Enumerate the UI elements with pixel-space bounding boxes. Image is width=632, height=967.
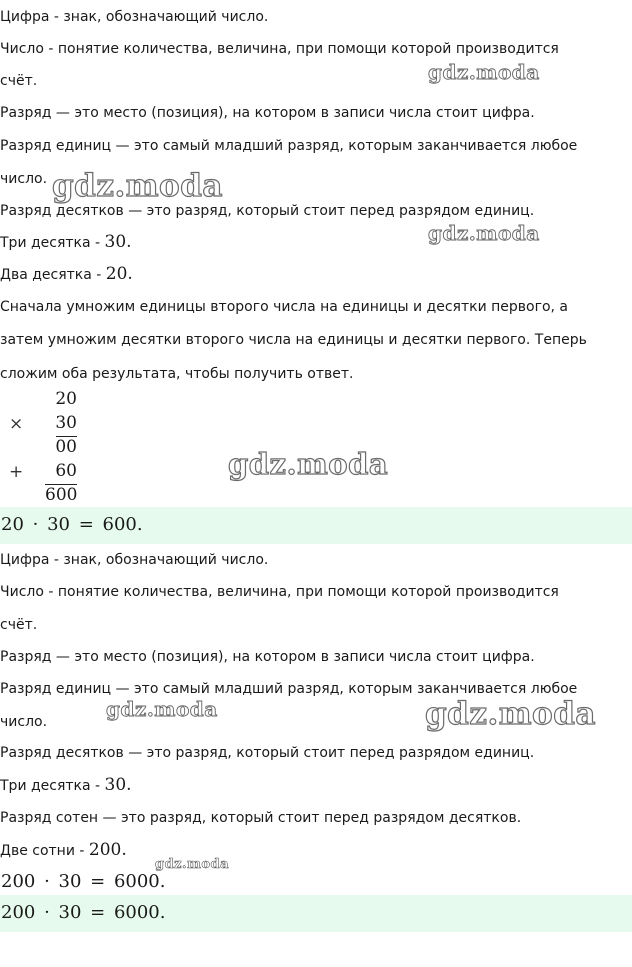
definition-number-2: Число - понятие количества, величина, при помощи которой производится — [0, 584, 559, 600]
two-tens-label: Два десятка - — [0, 267, 106, 283]
three-tens-line-2 — [0, 776, 132, 795]
times-sign: × — [9, 414, 24, 434]
definition-place: Разряд — это место (позиция), на котором в записи числа стоит цифра. — [0, 105, 535, 121]
two-hundreds-label: Две сотни - — [0, 843, 89, 859]
definition-number: Число - понятие количества, величина, при помощи которой производится — [0, 41, 559, 57]
method-line-1: Сначала умножим единицы второго числа на единицы и десятки первого, а — [0, 299, 568, 315]
watermark-logo: gdz.moda — [52, 168, 223, 204]
three-tens-label-2: Три десятка - — [0, 778, 105, 794]
column-partial-1: 00 — [55, 437, 77, 457]
answer-2: 200 · 30 = 6000. — [1, 902, 166, 923]
method-line-3: сложим оба результата, чтобы получить ответ. — [0, 366, 354, 382]
watermark-logo: gdz.moda — [428, 221, 540, 245]
definition-units-place: Разряд единиц — это самый младший разряд, которым заканчивается любое — [0, 138, 578, 154]
definition-tens-place: Разряд десятков — это разряд, который стоит перед разрядом единиц. — [0, 203, 535, 219]
watermark-logo: gdz.moda — [428, 60, 540, 84]
answer-1: 20 · 30 = 600. — [1, 514, 143, 535]
three-tens-value-2: 30. — [104, 775, 132, 795]
two-hundreds-value: 200. — [88, 840, 127, 860]
definition-number-cont: счёт. — [0, 73, 38, 89]
three-tens-label: Три десятка - — [0, 235, 105, 251]
calculation-2: 200 · 30 = 6000. — [1, 871, 166, 892]
column-result: 600 — [45, 485, 78, 505]
definition-tens-place-2: Разряд десятков — это разряд, который стоит перед разрядом единиц. — [0, 745, 535, 761]
definition-number-cont-2: счёт. — [0, 617, 38, 633]
column-partial-2: 60 — [55, 461, 77, 481]
definition-place-2: Разряд — это место (позиция), на котором в записи числа стоит цифра. — [0, 649, 535, 665]
two-tens-line — [0, 265, 133, 284]
plus-sign: + — [9, 462, 24, 482]
watermark-logo: gdz.moda — [425, 696, 596, 732]
column-multiplier: 30 — [55, 413, 77, 433]
watermark-logo: gdz.moda — [106, 697, 218, 721]
definition-units-place-cont: число. — [0, 171, 48, 187]
definition-hundreds-place: Разряд сотен — это разряд, который стоит перед разрядом десятков. — [0, 810, 522, 826]
three-tens-value: 30. — [104, 232, 132, 252]
column-top-number: 20 — [55, 389, 77, 409]
three-tens-line — [0, 233, 132, 252]
definition-digit-2: Цифра - знак, обозначающий число. — [0, 552, 269, 568]
watermark-logo: gdz.moda — [228, 447, 389, 481]
method-line-2: затем умножим десятки второго числа на единицы и десятки первого. Теперь — [0, 332, 587, 348]
definition-units-place-2: Разряд единиц — это самый младший разряд, которым заканчивается любое — [0, 681, 578, 697]
definition-units-place-cont-2: число. — [0, 714, 48, 730]
two-hundreds-line — [0, 841, 127, 860]
watermark-logo: gdz.moda — [155, 857, 230, 872]
definition-digit: Цифра - знак, обозначающий число. — [0, 9, 269, 25]
two-tens-value: 20. — [105, 264, 133, 284]
